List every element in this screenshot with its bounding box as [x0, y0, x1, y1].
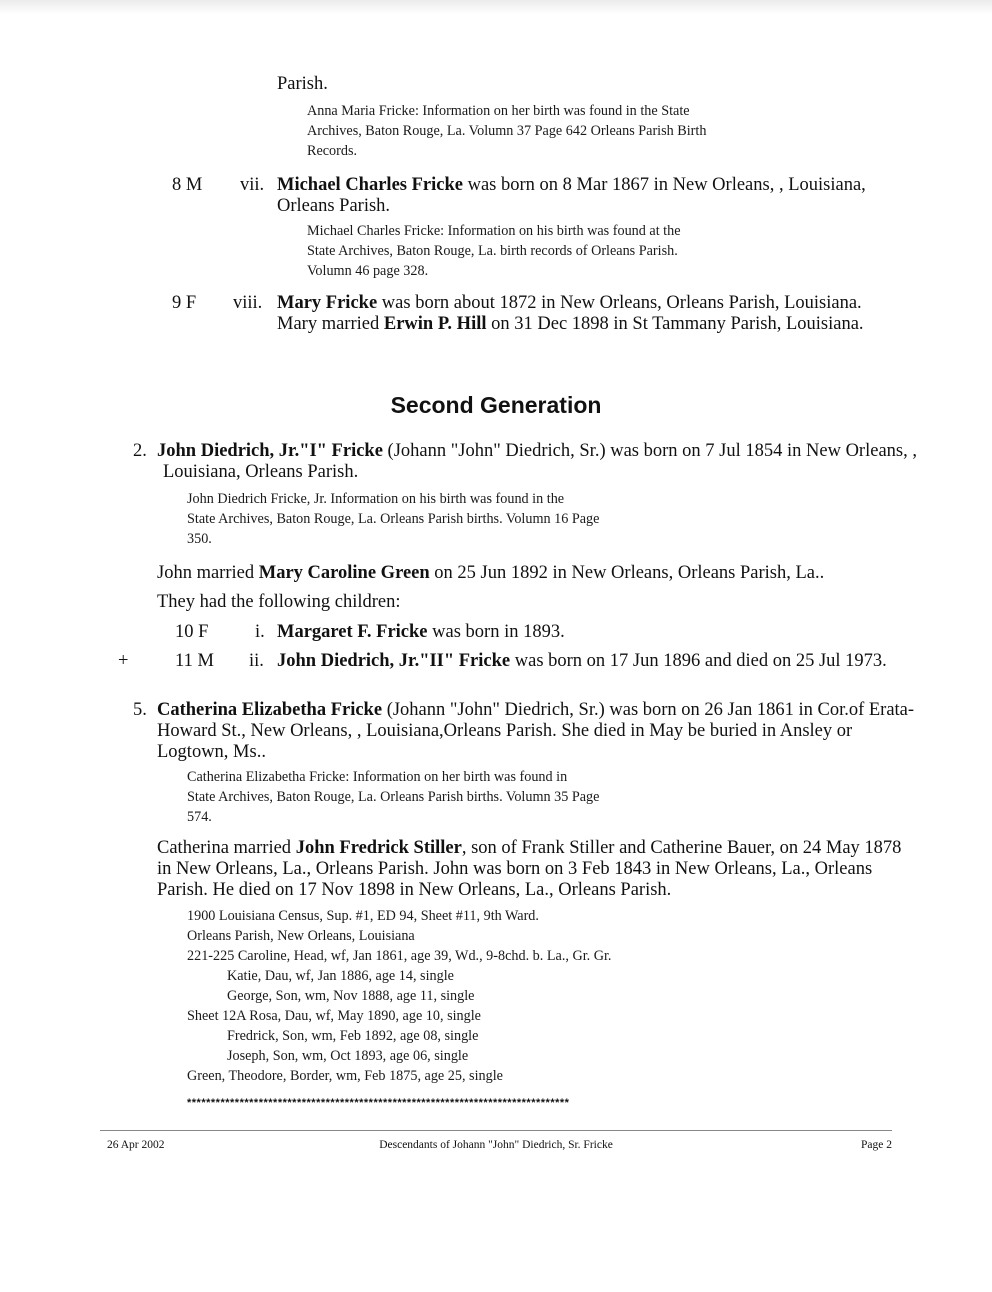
- catherina-note-line-3: 574.: [187, 809, 212, 825]
- michael-note-line-1: Michael Charles Fricke: Information on his birth was found at the: [307, 223, 681, 239]
- john-line-1: John Diedrich, Jr."I" Fricke (Johann "John" Diedrich, Sr.) was born on 7 Jul 1854 in New Orleans, ,: [157, 441, 917, 461]
- child-line: John Diedrich, Jr."II" Fricke was born on 17 Jun 1896 and died on 25 Jul 1973.: [277, 651, 887, 671]
- person-name: John Diedrich, Jr."II" Fricke: [277, 651, 511, 671]
- catherina-line-2: Howard St., New Orleans, , Louisiana,Orleans Parish. She died in May be buried in Ansley or: [157, 721, 853, 741]
- john-line-2: Louisiana, Orleans Parish.: [163, 462, 359, 482]
- child-roman: ii.: [249, 651, 264, 671]
- michael-line-2: Orleans Parish.: [277, 196, 391, 216]
- child-line: Margaret F. Fricke was born in 1893.: [277, 622, 565, 642]
- census-line: Green, Theodore, Border, wm, Feb 1875, age 25, single: [187, 1068, 503, 1084]
- child-roman: viii.: [233, 293, 263, 313]
- census-line: Fredrick, Son, wm, Feb 1892, age 08, single: [227, 1028, 479, 1044]
- census-line: 1900 Louisiana Census, Sup. #1, ED 94, Sheet #11, 9th Ward.: [187, 908, 539, 924]
- anna-note-line-2: Archives, Baton Rouge, La. Volumn 37 Page 642 Orleans Parish Birth: [307, 123, 707, 139]
- child-roman: i.: [255, 622, 265, 642]
- catherina-marriage-line-2: in New Orleans, La., Orleans Parish. John was born on 3 Feb 1843 in New Orleans, La., Orleans: [157, 859, 873, 879]
- spouse-name: Mary Caroline Green: [258, 563, 430, 583]
- anna-note-line-3: Records.: [307, 143, 358, 159]
- child-number: 10 F: [175, 622, 209, 642]
- child-roman: vii.: [240, 175, 265, 195]
- mary-line-1: Mary Fricke was born about 1872 in New Orleans, Orleans Parish, Louisiana.: [277, 293, 862, 313]
- john-note-line-2: State Archives, Baton Rouge, La. Orleans Parish births. Volumn 16 Page: [187, 511, 600, 527]
- catherina-marriage-line-3: Parish. He died on 17 Nov 1898 in New Orleans, La., Orleans Parish.: [157, 880, 672, 900]
- census-line: 221-225 Caroline, Head, wf, Jan 1861, age 39, Wd., 9-8chd. b. La., Gr. Gr.: [187, 948, 612, 964]
- separator-asterisks: ********************************************************************************: [187, 1097, 570, 1109]
- spouse-name: Erwin P. Hill: [383, 314, 487, 334]
- anna-note-line-1: Anna Maria Fricke: Information on her birth was found in the State: [307, 103, 690, 119]
- catherina-note-line-1: Catherina Elizabetha Fricke: Information on her birth was found in: [187, 769, 568, 785]
- entry-number: 5.: [133, 700, 147, 720]
- child-number: 8 M: [172, 175, 203, 195]
- spouse-name: John Fredrick Stiller: [295, 838, 462, 858]
- census-line: Sheet 12A Rosa, Dau, wf, May 1890, age 10, single: [187, 1008, 481, 1024]
- child-number: 9 F: [172, 293, 197, 313]
- mary-line-2: Mary married Erwin P. Hill on 31 Dec 1898 in St Tammany Parish, Louisiana.: [277, 314, 864, 334]
- person-name: Mary Fricke: [277, 293, 378, 313]
- footer-title: Descendants of Johann "John" Diedrich, Sr. Fricke: [379, 1139, 613, 1151]
- census-line: Orleans Parish, New Orleans, Louisiana: [187, 928, 415, 944]
- person-name: Margaret F. Fricke: [277, 622, 428, 642]
- catherina-line-1: Catherina Elizabetha Fricke (Johann "John" Diedrich, Sr.) was born on 26 Jan 1861 in Cor.of Erata-: [157, 700, 915, 720]
- census-line: George, Son, wm, Nov 1888, age 11, single: [227, 988, 475, 1004]
- catherina-line-3: Logtown, Ms..: [157, 742, 266, 762]
- child-number: 11 M: [175, 651, 214, 671]
- entry-number: 2.: [133, 441, 147, 461]
- footer-rule: [100, 1130, 892, 1131]
- scan-top-edge: [0, 0, 992, 14]
- parish-tail: Parish.: [277, 74, 328, 94]
- descendant-plus-marker: +: [118, 651, 129, 671]
- john-note-line-1: John Diedrich Fricke, Jr. Information on his birth was found in the: [187, 491, 565, 507]
- person-name: Catherina Elizabetha Fricke: [157, 700, 383, 720]
- census-line: Joseph, Son, wm, Oct 1893, age 06, single: [227, 1048, 469, 1064]
- section-heading: Second Generation: [390, 392, 602, 418]
- john-marriage: John married Mary Caroline Green on 25 Jun 1892 in New Orleans, Orleans Parish, La..: [157, 563, 825, 583]
- census-line: Katie, Dau, wf, Jan 1886, age 14, single: [227, 968, 454, 984]
- michael-note-line-2: State Archives, Baton Rouge, La. birth records of Orleans Parish.: [307, 243, 678, 259]
- catherina-note-line-2: State Archives, Baton Rouge, La. Orleans Parish births. Volumn 35 Page: [187, 789, 600, 805]
- person-name: Michael Charles Fricke: [277, 175, 463, 195]
- catherina-marriage-line-1: Catherina married John Fredrick Stiller, son of Frank Stiller and Catherine Bauer, on 24 May 1878: [157, 838, 902, 858]
- john-note-line-3: 350.: [187, 531, 212, 547]
- footer-date: 26 Apr 2002: [107, 1139, 165, 1151]
- children-intro: They had the following children:: [157, 592, 401, 612]
- michael-line-1: Michael Charles Fricke was born on 8 Mar 1867 in New Orleans, , Louisiana,: [277, 175, 866, 195]
- michael-note-line-3: Volumn 46 page 328.: [307, 263, 429, 279]
- footer-page-number: Page 2: [861, 1139, 892, 1151]
- person-name: John Diedrich, Jr."I" Fricke: [157, 441, 383, 461]
